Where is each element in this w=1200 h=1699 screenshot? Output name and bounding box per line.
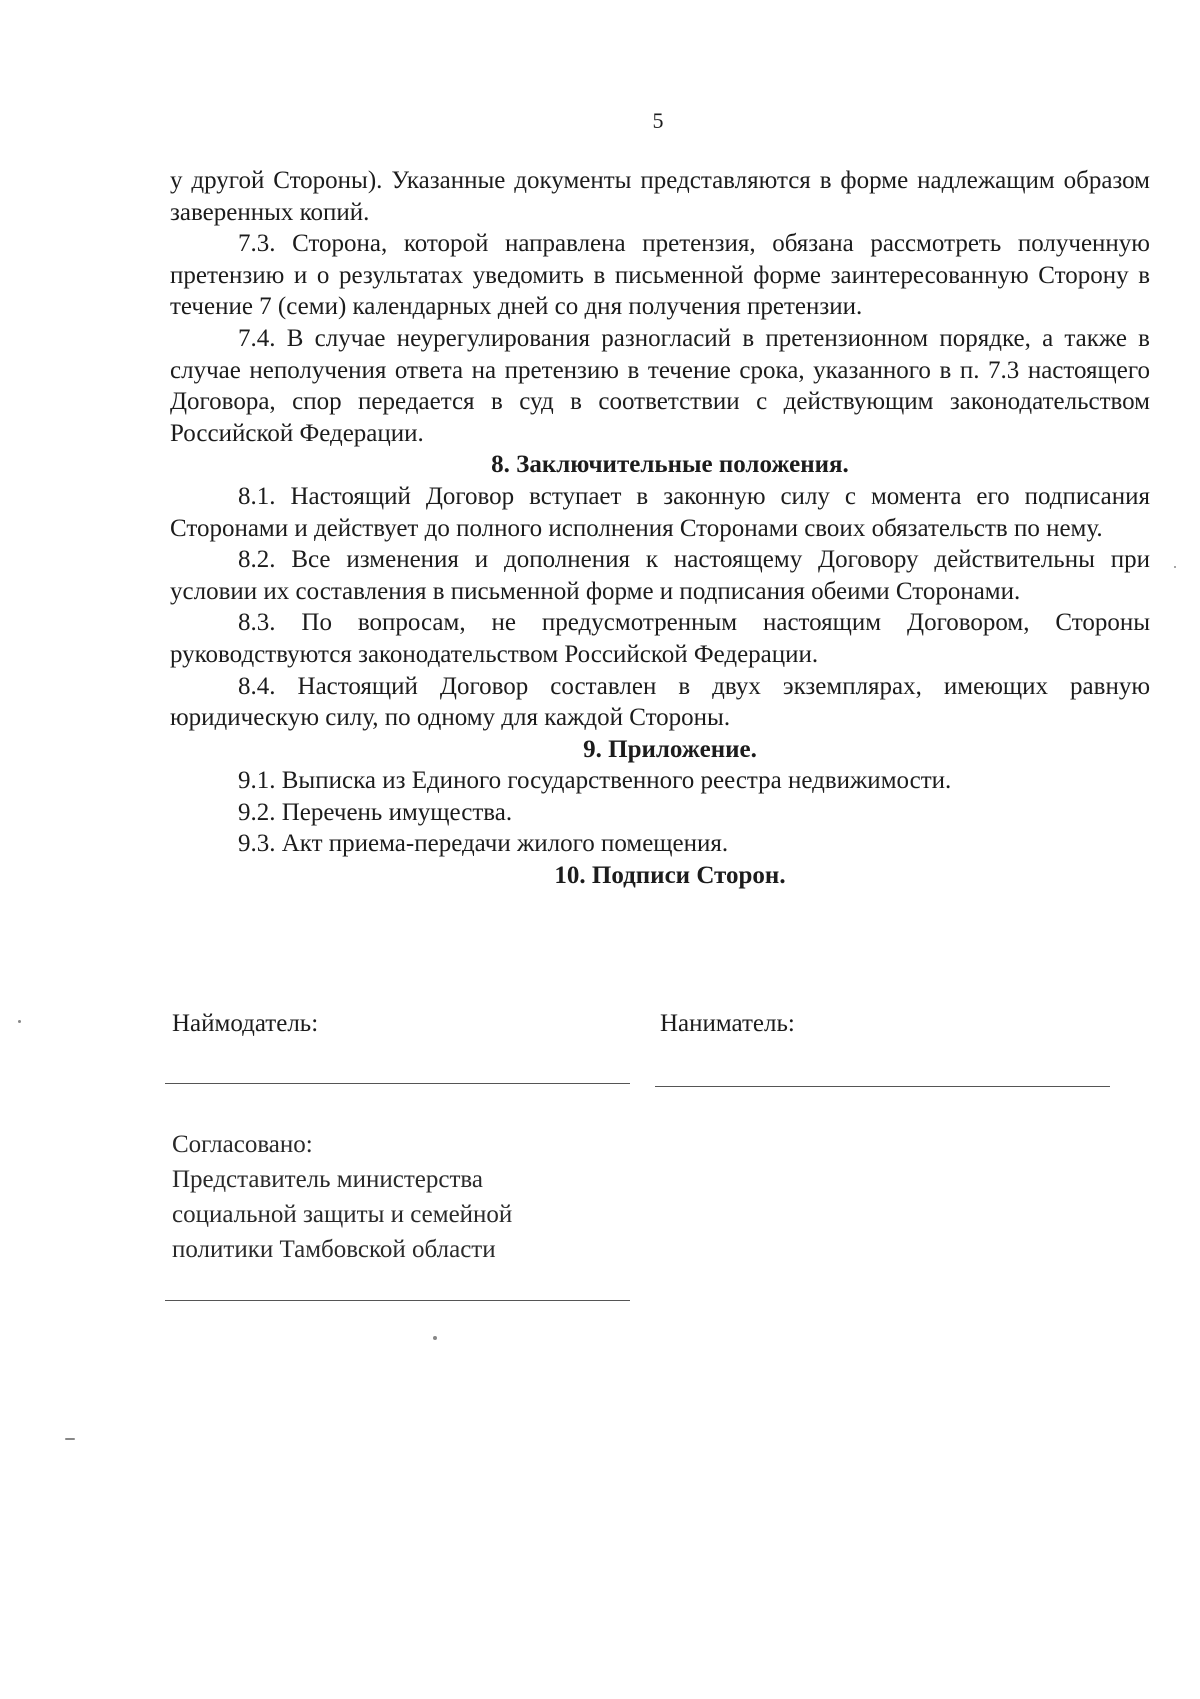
tenant-signature-line [655,1086,1110,1087]
paragraph-8-3: 8.3. По вопросам, не предусмотренным настоящим Договором, Стороны руководствуются законодательством Российской Федерации. [170,609,1150,668]
scan-speck [18,1020,21,1023]
appendix-item-9-1: 9.1. Выписка из Единого государственного реестра недвижимости. [238,767,952,795]
paragraph-continuation: у другой Стороны). Указанные документы представляются в форме надлежащим образом заверенных копий. [170,167,1150,226]
approval-block [172,1127,512,1267]
document-body [170,165,1150,892]
landlord-label: Наймодатель: [172,1010,319,1037]
paragraph-8-2: 8.2. Все изменения и дополнения к настоящему Договору действительны при условии их составления в письменной форме и подписания обеими Сторонами. [170,546,1150,605]
scan-speck [65,1438,75,1440]
approval-signature-line [165,1300,630,1301]
paragraph-7-4: 7.4. В случае неурегулирования разногласий в претензионном порядке, а также в случае неполучения ответа на претензию в течение срока, указанного в п. 7.3 настоящего Договора, спор передается в суд в соответствии с действующим законодательством Российской Федерации. [170,324,1150,447]
section-9-heading: 9. Приложение. [583,735,757,763]
approval-line-3: социальной защиты и семейной [172,1201,513,1228]
section-10-heading: 10. Подписи Сторон. [554,862,786,890]
approval-title: Согласовано: [172,1131,313,1158]
paragraph-7-3: 7.3. Сторона, которой направлена претензия, обязана рассмотреть полученную претензию и о результатах уведомить в письменной форме заинтересованную Сторону в течение 7 (семи) календарных дней со дня получения претензии. [170,230,1150,321]
landlord-signature-line [165,1083,630,1084]
page-number: 5 [652,108,664,133]
appendix-item-9-3: 9.3. Акт приема-передачи жилого помещения. [238,830,729,858]
approval-line-2: Представитель министерства [172,1166,483,1193]
tenant-label: Наниматель: [660,1010,795,1037]
paragraph-8-1: 8.1. Настоящий Договор вступает в законную силу с момента его подписания Сторонами и действует до полного исполнения Сторонами своих обязательств по нему. [170,482,1150,542]
scan-speck [1174,566,1176,568]
approval-line-4: политики Тамбовской области [172,1236,496,1263]
scan-speck [433,1336,437,1340]
appendix-item-9-2: 9.2. Перечень имущества. [238,798,513,826]
section-8-heading: 8. Заключительные положения. [491,451,849,479]
paragraph-8-4: 8.4. Настоящий Договор составлен в двух экземплярах, имеющих равную юридическую силу, по одному для каждой Стороны. [170,672,1150,732]
